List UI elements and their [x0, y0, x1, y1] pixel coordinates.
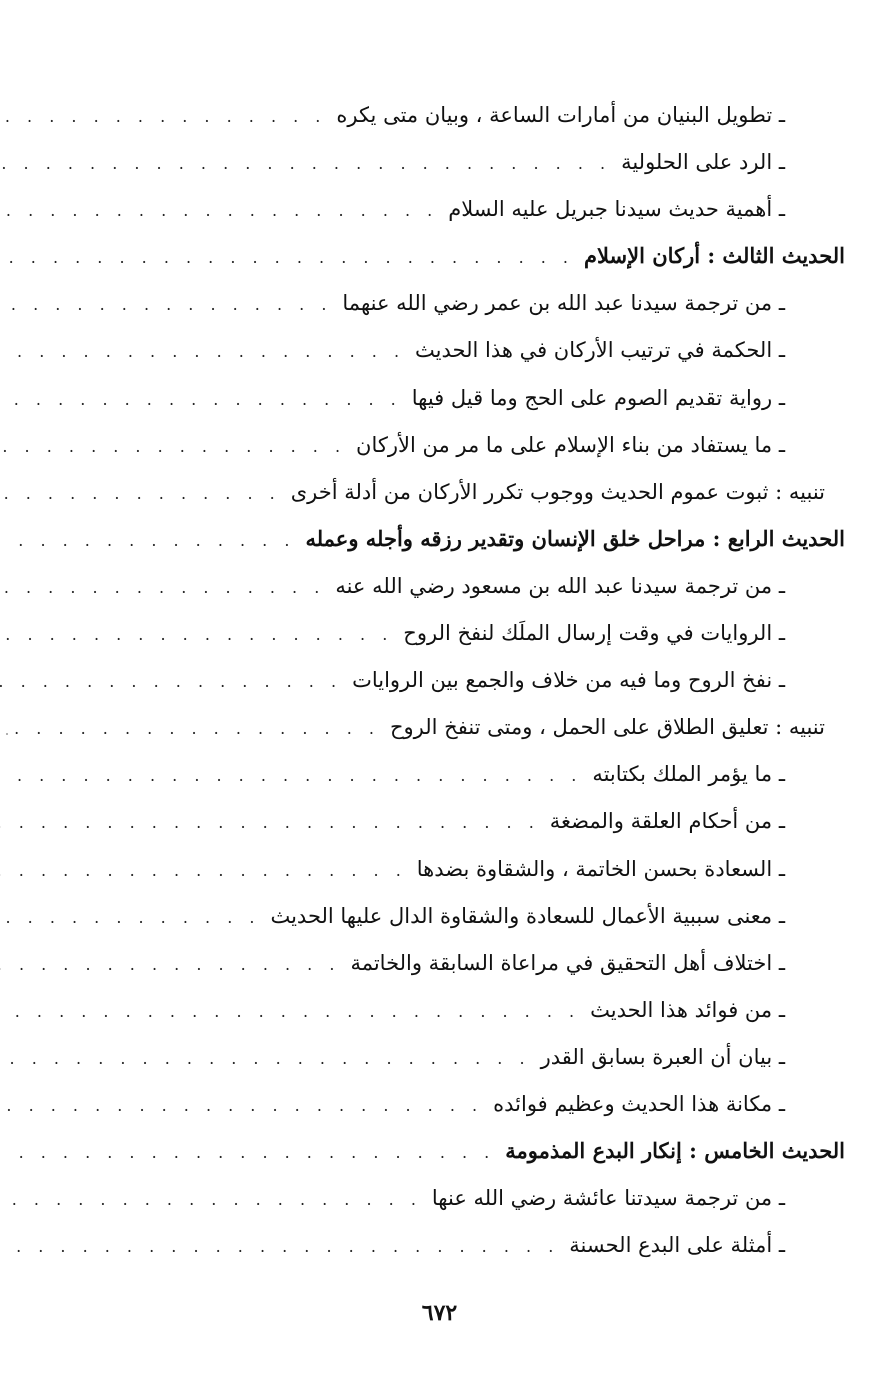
toc-entry [70, 797, 845, 844]
note-title: تنبيه : تعليق الطلاق على الحمل ، ومتى تنفخ الروح [389, 715, 825, 740]
toc-entry [70, 562, 845, 609]
toc-entry [70, 91, 845, 138]
entry-title: ـ ما يستفاد من بناء الإسلام على ما مر من الأركان [356, 432, 785, 457]
toc-entry [70, 326, 845, 373]
toc-entry [70, 939, 845, 986]
dot-leader [0, 140, 611, 187]
dot-leader [0, 423, 346, 470]
entry-title: ـ رواية تقديم الصوم على الحج وما قيل فيها [411, 385, 785, 410]
toc-entry [70, 892, 845, 939]
dot-leader [0, 658, 342, 705]
dot-leader [0, 941, 340, 988]
toc-entry [70, 1174, 845, 1221]
dot-leader [0, 564, 325, 611]
dot-leader [0, 1035, 531, 1082]
dot-leader [0, 611, 393, 658]
entry-title: ـ بيان أن العبرة بسابق القدر [540, 1044, 785, 1069]
toc-entry [70, 845, 845, 892]
dot-leader [0, 376, 402, 423]
entry-title: ـ أهمية حديث سيدنا جبريل عليه السلام [448, 197, 785, 222]
chapter-title: الحديث الرابع : مراحل خلق الإنسان وتقدير رزقه وأجله وعمله [305, 525, 845, 551]
entry-title: ـ الرد على الحلولية [621, 150, 785, 175]
dot-leader [0, 705, 380, 752]
entry-title: ـ من أحكام العلقة والمضغة [549, 809, 785, 834]
entry-title: ـ نفخ الروح وما فيه من خلاف والجمع بين الروايات [352, 668, 785, 693]
dot-leader [0, 281, 332, 328]
entry-title: ـ السعادة بحسن الخاتمة ، والشقاوة بضدها [416, 856, 785, 881]
dot-leader [0, 752, 582, 799]
chapter-title: الحديث الثالث : أركان الإسلام [584, 243, 845, 269]
toc-entry [70, 374, 845, 421]
entry-title: ـ من فوائد هذا الحديث [590, 997, 785, 1022]
entry-title: ـ اختلاف أهل التحقيق في مراعاة السابقة والخاتمة [350, 950, 785, 975]
entry-title: ـ الروايات في وقت إرسال الملَك لنفخ الروح [403, 621, 785, 646]
dot-leader [0, 470, 281, 517]
chapter-title: الحديث الخامس : إنكار البدع المذمومة [505, 1138, 845, 1164]
entry-title: ـ أمثلة على البدع الحسنة [569, 1233, 785, 1258]
table-of-contents [70, 91, 845, 1268]
dot-leader [0, 1129, 495, 1176]
toc-note-entry [70, 468, 845, 515]
toc-entry [70, 138, 845, 185]
page-number-footer: ٦٧٢ [421, 1300, 458, 1326]
dot-leader [0, 894, 260, 941]
dot-leader [0, 517, 295, 564]
toc-entry [70, 750, 845, 797]
dot-leader [0, 1176, 422, 1223]
scan-speck [6, 733, 8, 735]
toc-note-entry [70, 703, 845, 750]
toc-entry [70, 1221, 845, 1268]
toc-chapter-entry [70, 1127, 845, 1174]
entry-title: ـ من ترجمة سيدنا عبد الله بن عمر رضي الله عنهما [342, 291, 785, 316]
dot-leader [0, 187, 438, 234]
dot-leader [0, 847, 407, 894]
entry-title: ـ مكانة هذا الحديث وعظيم فوائده [493, 1091, 785, 1116]
toc-entry [70, 1080, 845, 1127]
entry-title: ـ ما يؤمر الملك بكتابته [592, 762, 785, 787]
toc-entry [70, 1033, 845, 1080]
dot-leader [0, 328, 405, 375]
dot-leader [0, 234, 574, 281]
toc-entry [70, 986, 845, 1033]
dot-leader [0, 93, 326, 140]
entry-title: ـ من ترجمة سيدتنا عائشة رضي الله عنها [431, 1186, 785, 1211]
toc-entry [70, 279, 845, 326]
note-title: تنبيه : ثبوت عموم الحديث ووجوب تكرر الأركان من أدلة أخرى [290, 479, 825, 504]
toc-chapter-entry [70, 232, 845, 279]
entry-title: ـ الحكمة في ترتيب الأركان في هذا الحديث [415, 338, 785, 363]
dot-leader [0, 799, 540, 846]
toc-entry [70, 185, 845, 232]
entry-title: ـ معنى سببية الأعمال للسعادة والشقاوة الدال عليها الحديث [270, 903, 785, 928]
toc-entry [70, 609, 845, 656]
toc-chapter-entry [70, 515, 845, 562]
dot-leader [0, 1082, 483, 1129]
dot-leader [0, 1223, 559, 1270]
toc-entry [70, 656, 845, 703]
entry-title: ـ من ترجمة سيدنا عبد الله بن مسعود رضي الله عنه [335, 573, 785, 598]
dot-leader [0, 988, 580, 1035]
toc-entry [70, 421, 845, 468]
entry-title: ـ تطويل البنيان من أمارات الساعة ، وبيان متى يكره [336, 103, 785, 127]
